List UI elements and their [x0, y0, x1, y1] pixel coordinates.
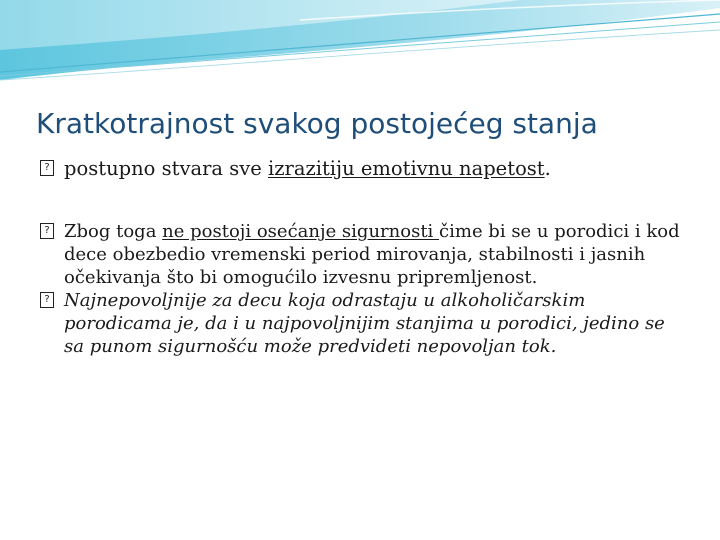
- slide-title: Kratkotrajnost svakog postojećeg stanja: [36, 107, 598, 140]
- bullet-paragraph-2: [40, 220, 690, 289]
- bullet-paragraph-3: [40, 289, 690, 358]
- p3-text: Najnepovoljnije za decu koja odrastaju u alkoholičarskim porodicama je, da i u najpovoljnijim stanjima u porodici, jedino se sa punom sigurnošću može predvideti nepovoljan tok.: [64, 290, 665, 357]
- p1-text-a: postupno stvara sve: [64, 157, 268, 180]
- missing-glyph-bullet-icon: ?: [40, 223, 54, 239]
- p1-text-b: .: [544, 157, 551, 180]
- p1-underlined-text: izrazitiju emotivnu napetost: [268, 157, 545, 180]
- missing-glyph-bullet-icon: ?: [40, 292, 54, 308]
- missing-glyph-bullet-icon: ?: [40, 160, 54, 176]
- p2-underlined-text: ne postoji osećanje sigurnosti: [162, 221, 440, 242]
- p2-text-a: Zbog toga: [64, 221, 163, 242]
- slide-body: [40, 156, 690, 358]
- bullet-paragraph-1: [40, 156, 690, 182]
- header-wave-decoration: [0, 0, 720, 110]
- p2-text-b: čime bi se u porodici i kod dece obezbedio vremenski period mirovanja, stabilnosti i jasnih očekivanja što bi omogućilo izvesnu pripremljenost.: [64, 221, 680, 288]
